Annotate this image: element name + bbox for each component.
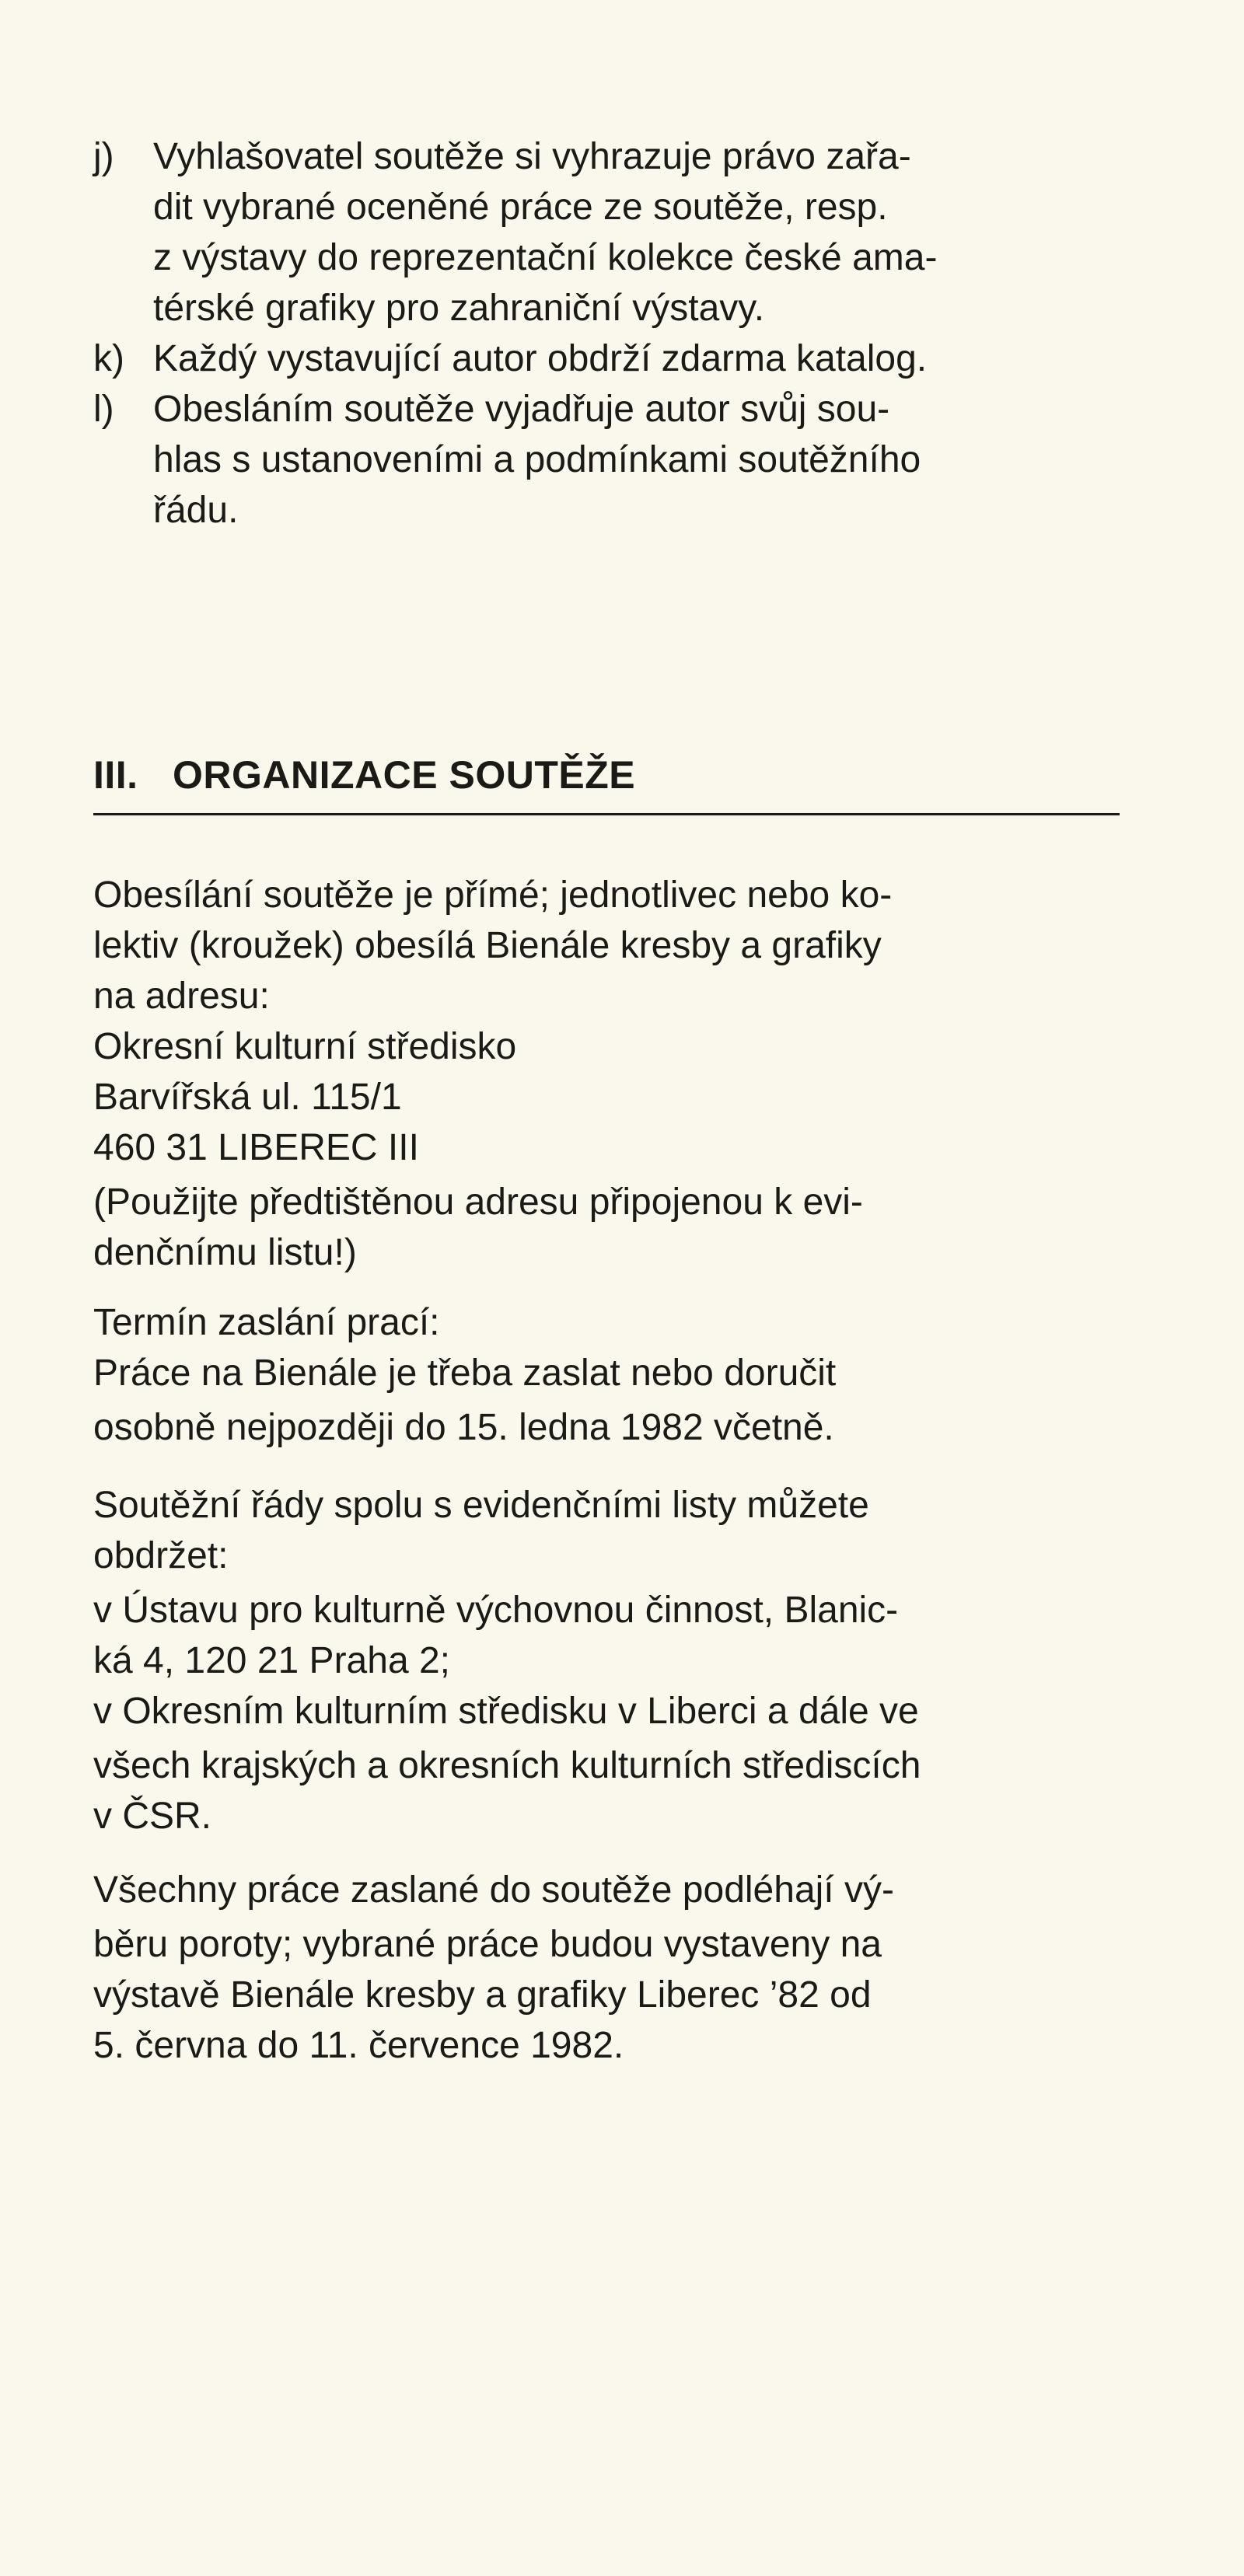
item-l-line-1: Obesláním soutěže vyjadřuje autor svůj sou- <box>153 389 890 430</box>
deadline-line-3: osobně nejpozději do 15. ledna 1982 včetně. <box>93 1407 834 1448</box>
availability-line-4: ká 4, 120 21 Praha 2; <box>93 1640 450 1681</box>
item-k-marker: k) <box>93 338 124 379</box>
address-note-line-1: (Použijte předtištěnou adresu připojenou k evi- <box>93 1182 863 1223</box>
jury-line-1: Všechny práce zaslané do soutěže podléhají vý- <box>93 1869 894 1911</box>
deadline-line-2: Práce na Bienále je třeba zaslat nebo doručit <box>93 1353 837 1394</box>
item-l-marker: l) <box>93 389 114 430</box>
availability-line-1: Soutěžní řády spolu s evidenčními listy můžete <box>93 1485 869 1526</box>
submission-line-3: na adresu: <box>93 976 270 1017</box>
availability-line-7: v ČSR. <box>93 1796 212 1837</box>
section-divider <box>93 813 1120 815</box>
submission-line-1: Obesílání soutěže je přímé; jednotlivec nebo ko- <box>93 874 893 916</box>
item-j-line-1: Vyhlašovatel soutěže si vyhrazuje právo zařa- <box>153 136 911 177</box>
address-line-3: 460 31 LIBEREC III <box>93 1127 419 1168</box>
section-title: ORGANIZACE SOUTĚŽE <box>173 753 636 797</box>
address-note-line-2: denčnímu listu!) <box>93 1232 357 1273</box>
submission-line-2: lektiv (kroužek) obesílá Bienále kresby a grafiky <box>93 925 882 966</box>
deadline-line-1: Termín zaslání prací: <box>93 1302 440 1343</box>
item-j-line-2: dit vybrané oceněné práce ze soutěže, resp. <box>153 187 888 228</box>
section-number: III. <box>93 753 138 797</box>
jury-line-4: 5. června do 11. července 1982. <box>93 2025 624 2066</box>
availability-line-2: obdržet: <box>93 1535 229 1576</box>
address-line-2: Barvířská ul. 115/1 <box>93 1077 402 1118</box>
item-l-line-2: hlas s ustanoveními a podmínkami soutěžního <box>153 439 921 480</box>
item-j-line-4: térské grafiky pro zahraniční výstavy. <box>153 288 765 329</box>
availability-line-5: v Okresním kulturním středisku v Liberci a dále ve <box>93 1691 919 1732</box>
jury-line-3: výstavě Bienále kresby a grafiky Liberec ’82 od <box>93 1974 872 2016</box>
availability-line-6: všech krajských a okresních kulturních střediscích <box>93 1745 921 1786</box>
jury-line-2: běru poroty; vybrané práce budou vystaveny na <box>93 1924 882 1965</box>
item-j-line-3: z výstavy do reprezentační kolekce české ama- <box>153 237 938 278</box>
item-k-line-1: Každý vystavující autor obdrží zdarma katalog. <box>153 338 928 379</box>
address-line-1: Okresní kulturní středisko <box>93 1026 517 1067</box>
item-j-marker: j) <box>93 136 114 177</box>
availability-line-3: v Ústavu pro kulturně výchovnou činnost, Blanic- <box>93 1590 899 1631</box>
item-l-line-3: řádu. <box>153 490 239 531</box>
